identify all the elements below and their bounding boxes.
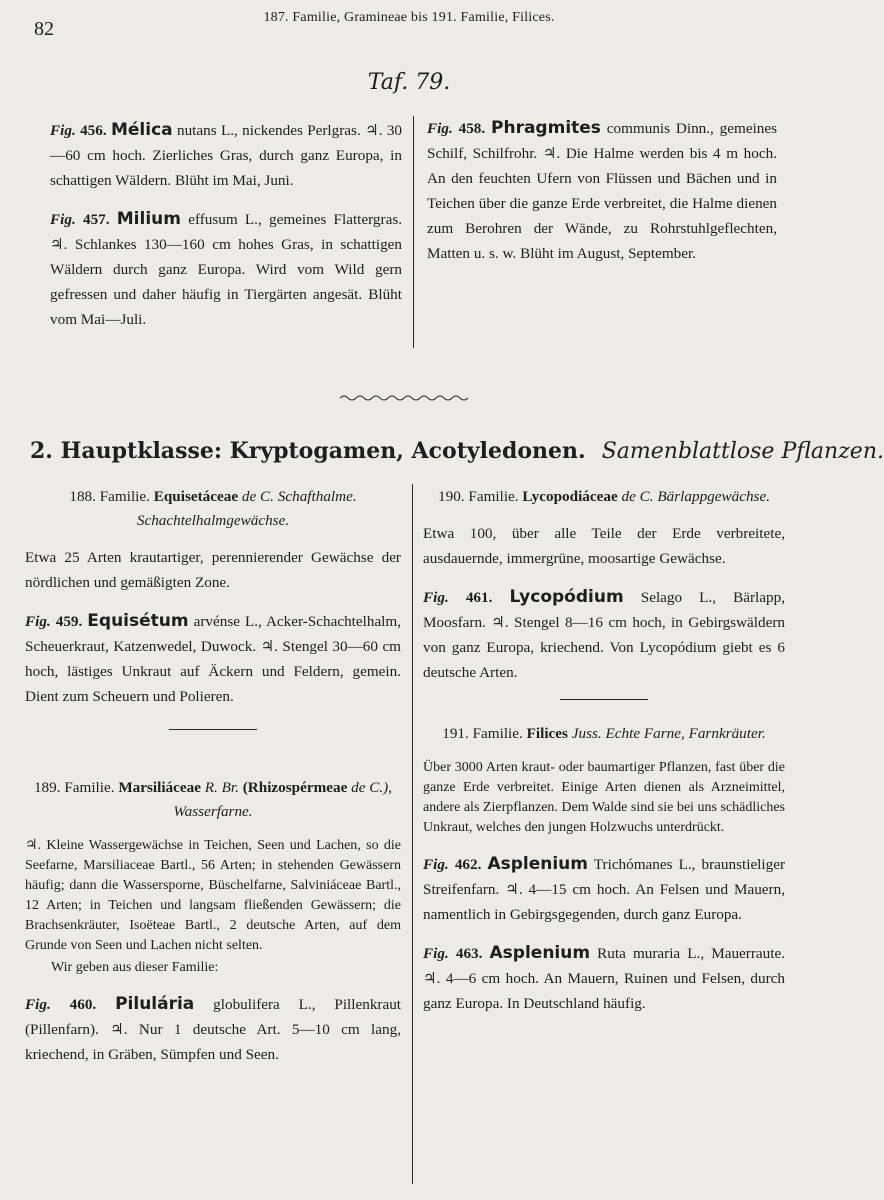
- family-description-191: Über 3000 Arten kraut- oder baumartiger Pflanzen, fast über die ganze Erde verbreitet. Einige Arten dienen als Arzneimittel, andere als Zierpflanzen. Dem Walde sind sie bei uns schädliches Unkraut, welches den jungen Holzwuchs unterdrückt.: [423, 760, 785, 835]
- entry-text: effusum L., gemeines Flattergras. ♃. Schlankes 130—160 cm hohes Gras, in schattigen Wäldern durch ganz Europa. Wird vom Wild gern gefressen und daher häufig in Tiergärten angesät. Blüht vom Mai—Juli.: [50, 211, 403, 328]
- plate-title: Taf. 79.: [367, 70, 451, 95]
- entry-fig-461: [423, 585, 785, 685]
- entry-fig-462: [423, 852, 785, 927]
- genus-name: Asplenium: [489, 943, 591, 963]
- entry-fig-458: [427, 116, 777, 266]
- fig-label: Fig.: [423, 856, 449, 873]
- family-prefix: 189. Familie.: [33, 779, 115, 796]
- page-number: 82: [34, 18, 54, 40]
- entry-fig-463: [423, 941, 785, 1016]
- entry-text: arvénse L., Acker-Schachtelhalm, Scheuerkraut, Katzenwedel, Duwock. ♃. Stengel 30—60 cm hoch, lästiges Unkraut auf Äckern und Feldern, gemein. Dient zum Scheuern und Polieren.: [25, 613, 402, 705]
- class-heading-main: 2. Hauptklasse: Kryptogamen, Acotyledonen.: [30, 438, 586, 464]
- fig-number: 459.: [55, 613, 83, 630]
- family-authority: R. Br.: [204, 779, 239, 796]
- genus-name: Asplenium: [487, 854, 589, 874]
- fig-number: 463.: [455, 945, 483, 962]
- fig-label: Fig.: [50, 122, 76, 139]
- family-heading-189: [25, 776, 401, 824]
- top-left-column: [50, 118, 402, 346]
- family-german-name: Schafthalme. Schachtelhalmgewächse.: [136, 488, 357, 529]
- entry-fig-460: [25, 992, 401, 1067]
- entry-fig-456: [50, 118, 402, 193]
- genus-name: Equisétum: [87, 611, 189, 631]
- family-note-189: Wir geben aus dieser Familie:: [51, 960, 219, 975]
- family-prefix: 188. Familie.: [69, 488, 150, 505]
- family-synonym: (Rhizospérmeae: [242, 779, 348, 796]
- entry-text: Ruta muraria L., Mauerraute. ♃. 4—6 cm hoch. An Mauern, Ruinen und Felsen, durch ganz Europa. In Deutschland häufig.: [423, 945, 786, 1012]
- family-authority: de C.: [621, 488, 654, 505]
- right-column: [423, 485, 785, 1030]
- family-authority: Juss.: [571, 725, 602, 742]
- family-heading-188: [25, 485, 401, 533]
- genus-name: Lycopódium: [509, 587, 624, 607]
- top-right-column: [427, 116, 777, 280]
- entry-fig-457: [50, 207, 402, 332]
- family-heading-191: [423, 722, 785, 746]
- fig-label: Fig.: [423, 589, 449, 606]
- entry-text: globulifera L., Pillenkraut (Pillenfarn). ♃. Nur 1 deutsche Art. 5—10 cm lang, kriechend, in Gräben, Sümpfen und Seen.: [25, 996, 402, 1063]
- fig-number: 462.: [454, 856, 482, 873]
- fig-number: 458.: [458, 120, 486, 137]
- fig-number: 457.: [82, 211, 110, 228]
- fig-number: 460.: [69, 996, 97, 1013]
- genus-name: Pilulária: [115, 994, 195, 1014]
- entry-fig-459: [25, 609, 401, 709]
- family-german-name: Wasserfarne.: [173, 803, 253, 820]
- family-heading-190: [423, 485, 785, 509]
- family-prefix: 191. Familie.: [442, 725, 523, 742]
- class-heading-sub: Samenblattlose Pflanzen.: [601, 439, 884, 464]
- running-head: 187. Familie, Gramineae bis 191. Familie, Filices.: [263, 10, 555, 25]
- column-divider-main: [412, 484, 413, 1184]
- class-heading: [30, 438, 884, 464]
- entry-text: nutans L., nickendes Perlgras. ♃. 30—60 cm hoch. Zierliches Gras, durch ganz Europa, in schattigen Wäldern. Blüht im Mai, Juni.: [50, 122, 403, 189]
- section-divider: [169, 729, 257, 730]
- family-german-name: Bärlappgewächse.: [657, 488, 770, 505]
- entry-text: communis Dinn., gemeines Schilf, Schilfrohr. ♃. Die Halme werden bis 4 m hoch. An den feuchten Ufern von Flüssen und Bächen und in Teichen über die ganze Erde verbreitet, die Halme dienen zum Berohren der Wände, zu Rohrstuhlgeflechten, Matten u. s. w. Blüht im August, September.: [427, 120, 778, 262]
- family-description-190: Etwa 100, über alle Teile der Erde verbreitete, ausdauernde, immergrüne, moosartige Gewächse.: [423, 525, 785, 567]
- family-name: Equisetáceae: [153, 488, 239, 505]
- genus-name: Phragmites: [491, 118, 601, 138]
- family-description-189: ♃. Kleine Wassergewächse in Teichen, Seen und Lachen, so die Seefarne, Marsiliaceae Bartl., 56 Arten; in stehenden Gewässern häufig; dann die Wassersporne, Büschelfarne, Salviniáceae Bartl., 12 Arten; in Teichen und langsam fließenden Gewässern; die Brachsenkräuter, Isoëteae Bartl., 2 deutsche Arten, auf dem Grunde von Seen und Lachen nicht selten.: [25, 838, 401, 953]
- fig-number: 456.: [80, 122, 107, 139]
- fig-label: Fig.: [50, 211, 76, 228]
- section-divider: [560, 699, 648, 700]
- family-name: Marsiliáceae: [118, 779, 201, 796]
- fig-label: Fig.: [25, 613, 51, 630]
- fig-number: 461.: [465, 589, 493, 606]
- entry-text: Trichómanes L., braunstieliger Streifenfarn. ♃. 4—15 cm hoch. An Felsen und Mauern, namentlich in Gebirgsgegenden, durch ganz Europa.: [423, 856, 786, 923]
- family-synonym-authority: de C.),: [351, 779, 393, 796]
- column-divider-top: [413, 116, 414, 348]
- family-german-name: Echte Farne, Farnkräuter.: [605, 725, 766, 742]
- left-column: [25, 485, 401, 1081]
- fig-label: Fig.: [427, 120, 453, 137]
- family-description-188: Etwa 25 Arten krautartiger, perennierender Gewächse der nördlichen und gemäßigten Zone.: [25, 549, 401, 591]
- entry-text: Selago L., Bärlapp, Moosfarn. ♃. Stengel 8—16 cm hoch, in Gebirgswäldern von ganz Europa, kriechend. Von Lycopódium giebt es 6 deutsche Arten.: [423, 589, 785, 681]
- family-name: Filices: [526, 725, 568, 742]
- family-prefix: 190. Familie.: [438, 488, 519, 505]
- fig-label: Fig.: [423, 945, 449, 962]
- family-authority: de C.: [241, 488, 274, 505]
- wavy-divider: [340, 393, 470, 403]
- genus-name: Mélica: [110, 120, 173, 140]
- fig-label: Fig.: [25, 996, 51, 1013]
- genus-name: Milium: [116, 209, 181, 229]
- family-name: Lycopodiáceae: [522, 488, 618, 505]
- page-header: [28, 8, 790, 38]
